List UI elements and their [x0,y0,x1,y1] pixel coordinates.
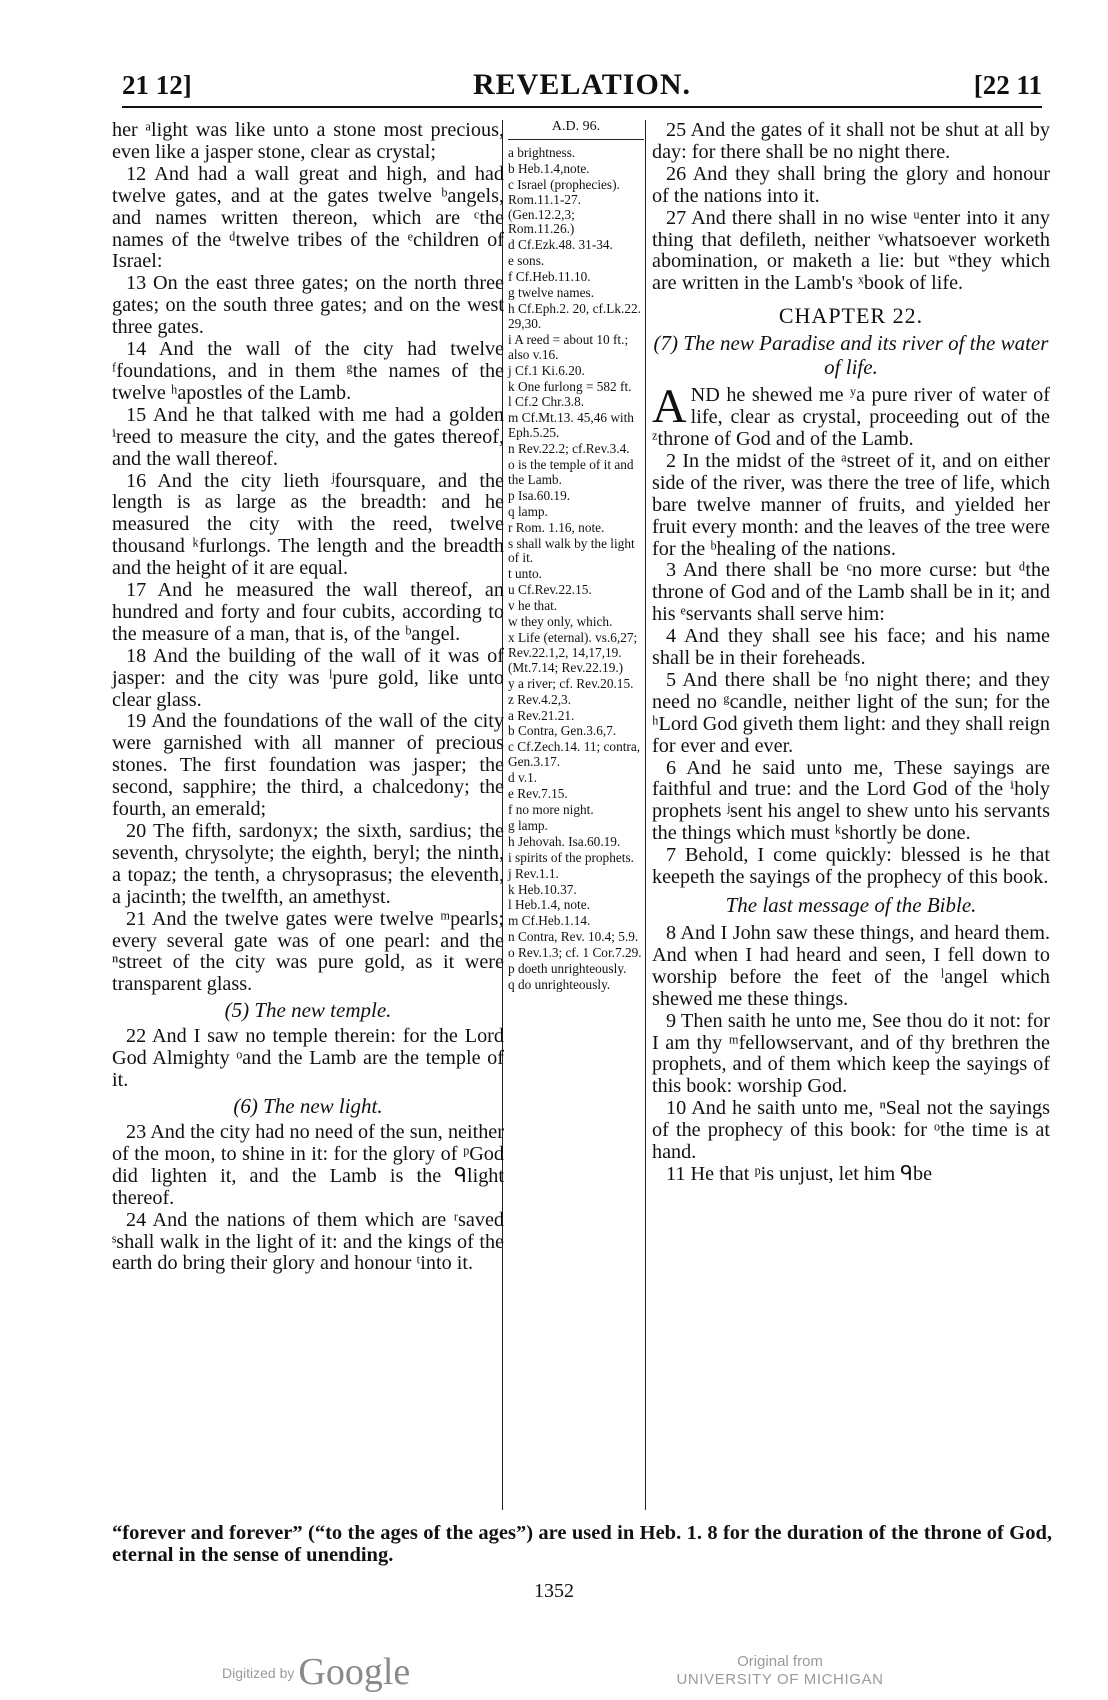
verse-paragraph: 3 And there shall be ᶜno more curse: but ᵈthe throne of God and of the Lamb shall be in it; and his ᵉservants shall serve him: [652,559,1050,626]
verse-paragraph: 14 And the wall of the city had twelve ᶠfoundations, and in them ᵍthe names of the twelve ʰapostles of the Lamb. [112,338,504,404]
reference-note: d v.1. [508,770,538,786]
reference-note: q do unrighteously. [508,976,611,992]
reference-column [508,120,644,994]
digitized-by-label: Digitized by [222,1665,295,1681]
header-book-title: REVELATION. [473,68,691,101]
verse-paragraph: 7 Behold, I come quickly: blessed is he that keepeth the sayings of the prophecy of this book. [652,844,1050,889]
verse-paragraph: 9 Then saith he unto me, See thou do it not: for I am thy ᵐfellowservant, and of thy brethren the prophets, and of them which keep the sayings of this book: worship God. [652,1009,1050,1098]
reference-note: h Cf.Eph.2. 20, cf.Lk.22. 29,30. [508,300,641,331]
verse-paragraph: 13 On the east three gates; on the north three gates; on the south three gates; and on the west three gates. [112,272,504,339]
reference-note: p Isa.60.19. [508,487,571,503]
reference-note: t unto. [508,566,542,582]
verse-paragraph: 21 And the twelve gates were twelve ᵐpearls; every several gate was of one pearl: and the ⁿstreet of the city was pure gold, as it were transparent glass. [112,907,504,996]
reference-note: g twelve names. [508,285,595,301]
verse-paragraph: 22 And I saw no temple therein: for the Lord God Almighty ᵒand the Lamb are the temple of it. [112,1025,504,1092]
reference-note: a brightness. [508,144,576,160]
chapter-22-verses-continued [652,923,1050,1186]
reference-note: f no more night. [508,801,594,817]
verse-paragraph: 27 And there shall in no wise ᵘenter into it any thing that defileth, neither ᵛwhatsoever worketh abomination, or maketh a lie: but ʷthey which are written in the Lamb's ˣbook of life. [652,206,1050,295]
reference-note: u Cf.Rev.22.15. [508,582,592,598]
reference-note: g lamp. [508,817,548,833]
original-from-label: Original from [737,1653,823,1670]
section-heading: (6) The new light. [233,1093,383,1118]
reference-note: s shall walk by the light of it. [508,535,635,566]
reference-note: q lamp. [508,503,548,519]
reference-note: k Heb.10.37. [508,881,577,897]
verse-paragraph: 23 And the city had no need of the sun, neither of the moon, to shine in it: for the glory of ᵖGod did lighten it, and the Lamb is the ᑫlight thereof. [112,1120,504,1209]
original-from-watermark [660,1653,900,1689]
reference-note: e Rev.7.15. [508,786,568,802]
section-heading-last-message: The last message of the Bible. [725,893,977,917]
verse-paragraph: 24 And the nations of them which are ʳsaved ˢshall walk in the light of it: and the kings of the earth do bring their glory and honour ᵗinto it. [112,1208,504,1275]
header-chapter-start: 21 12] [122,70,192,100]
reference-note: n Rev.22.2; cf.Rev.3.4. [508,441,630,457]
reference-note: i spirits of the prophets. [508,849,634,865]
right-text-column [652,120,1050,1186]
google-logo: Google [298,1651,411,1693]
verse-paragraph: 25 And the gates of it shall not be shut at all by day: for there shall be no night there. [652,119,1050,163]
verse-paragraph: 5 And there shall be ᶠno night there; and they need no ᵍcandle, neither light of the sun; for the ʰLord God giveth them light: and they shall reign for ever and ever. [652,668,1050,757]
footnote: “forever and forever” (“to the ages of the ages”) are used in Heb. 1. 8 for the duration of the throne of God, eternal in the sense of unending. [112,1522,1052,1566]
chapter-22-verses [652,451,1050,889]
institution-name: UNIVERSITY OF MICHIGAN [676,1671,884,1688]
verse-paragraph: 6 And he said unto me, These sayings are faithful and true: and the Lord God of the ⁱholy prophets ʲsent his angel to shew unto his servants the things which must ᵏshortly be done. [652,756,1050,845]
reference-note: i A reed = about 10 ft.; also v.16. [508,331,629,362]
reference-note: y a river; cf. Rev.20.15. [508,675,634,691]
reference-note: j Rev.1.1. [508,865,559,881]
reference-note: p doeth unrighteously. [508,961,627,977]
verse-paragraph: 26 And they shall bring the glory and honour of the nations into it. [652,162,1050,207]
reference-note: v he that. [508,598,558,614]
reference-note: a Rev.21.21. [508,707,575,723]
drop-cap: A [652,380,687,434]
reference-note: r Rom. 1.16, note. [508,519,605,535]
reference-note: f Cf.Heb.11.10. [508,269,591,285]
reference-note: c Cf.Zech.14. 11; contra, Gen.3.17. [508,739,641,770]
reference-note: o Rev.1.3; cf. 1 Cor.7.29. [508,945,642,961]
reference-note: h Jehovah. Isa.60.19. [508,833,621,849]
column-rule-right [645,120,646,1510]
reference-notes-list [508,146,644,993]
reference-note: d Cf.Ezk.48. 31-34. [508,237,613,253]
section-heading-paradise: (7) The new Paradise and its river of the water of life. [653,331,1049,380]
verse-paragraph: 17 And he measured the wall thereof, an hundred and forty and four cubits, according to the measure of a man, that is, of the ᵇangel. [112,579,504,645]
reference-note: w they only, which. [508,614,613,630]
running-header [122,62,1042,108]
verse-paragraph: 8 And I John saw these things, and heard them. And when I had heard and seen, I fell down to worship before the feet of the ˡangel which shewed me these things. [652,922,1050,1010]
left-text-column [112,120,504,1275]
reference-note: k One furlong = 582 ft. [508,378,632,394]
reference-note: c Israel (prophecies). Rom.11.1-27. (Gen.12.2,3; Rom.11.26.) [508,176,620,237]
reference-date-heading: A.D. 96. [508,120,644,140]
verse-paragraph: 20 The fifth, sardonyx; the sixth, sardius; the seventh, chrysolyte; the eighth, beryl; the ninth, a topaz; the tenth, a chrysoprasus; the eleventh, a jacinth; the twelfth, an amethyst. [112,820,504,908]
header-chapter-end: [22 11 [973,70,1042,100]
reference-note: l Heb.1.4, note. [508,897,590,913]
verse-paragraph: 18 And the building of the wall of it was of jasper: and the city was ˡpure gold, like unto clear glass. [112,644,504,711]
reference-note: x Life (eternal). vs.6,27; Rev.22.1,2, 14,17,19. (Mt.7.14; Rev.22.19.) [508,630,638,675]
verse-paragraph: 16 And the city lieth ʲfoursquare, and the length is as large as the breadth: and he measured the city with the reed, twelve thousand ᵏfurlongs. The length and the breadth and the height of it are equal. [112,469,504,580]
reference-note: j Cf.1 Ki.6.20. [508,362,585,378]
reference-note: l Cf.2 Chr.3.8. [508,394,585,410]
reference-note: m Cf.Heb.1.14. [508,913,591,929]
section-heading: (5) The new temple. [224,998,392,1023]
page-number: 1352 [534,1580,574,1602]
reference-note: b Contra, Gen.3.6,7. [508,723,617,739]
verse-paragraph: 11 He that ᵖis unjust, let him ᑫbe [666,1162,933,1185]
verse-22-1 [652,380,1050,451]
verse-paragraph: 4 And they shall see his face; and his name shall be in their foreheads. [652,625,1050,670]
verse-paragraph: 2 In the midst of the ᵃstreet of it, and on either side of the river, was there the tree of life, which bare twelve manner of fruits, and yielded her fruit every month: and the leaves of the tree were for the ᵇhealing of the nations. [652,449,1050,560]
chapter-title: CHAPTER 22. [778,303,924,329]
reference-note: o is the temple of it and the Lamb. [508,457,634,487]
digitized-by-watermark [222,1650,410,1694]
verse-paragraph: 15 And he that talked with me had a golden ⁱreed to measure the city, and the gates thereof, and the wall thereof. [112,403,504,470]
verse-22-1-text: ND he shewed me ʸa pure river of water of life, clear as crystal, proceeding out of the ᶻthrone of God and of the Lamb. [652,384,1050,450]
verse-paragraph: her ᵃlight was like unto a stone most precious, even like a jasper stone, clear as crystal; [112,119,504,163]
reference-note: m Cf.Mt.13. 45,46 with Eph.5.25. [508,410,634,441]
reference-note: e sons. [508,253,545,269]
reference-note: z Rev.4.2,3. [508,691,572,707]
verse-paragraph: 12 And had a wall great and high, and had twelve gates, and at the gates twelve ᵇangels, and names written thereon, which are ᶜthe names of the ᵈtwelve tribes of the ᵉchildren of Israel: [112,162,504,273]
verse-paragraph: 10 And he saith unto me, ⁿSeal not the sayings of the prophecy of this book: for ᵒthe time is at hand. [652,1097,1050,1164]
verse-paragraph: 19 And the foundations of the wall of the city were garnished with all manner of precious stones. The first foundation was jasper; the second, sapphire; the third, a chalcedony; the fourth, an emerald; [112,710,504,821]
reference-note: b Heb.1.4,note. [508,160,590,176]
reference-note: n Contra, Rev. 10.4; 5.9. [508,929,639,945]
chapter-21-end-verses [652,120,1050,295]
